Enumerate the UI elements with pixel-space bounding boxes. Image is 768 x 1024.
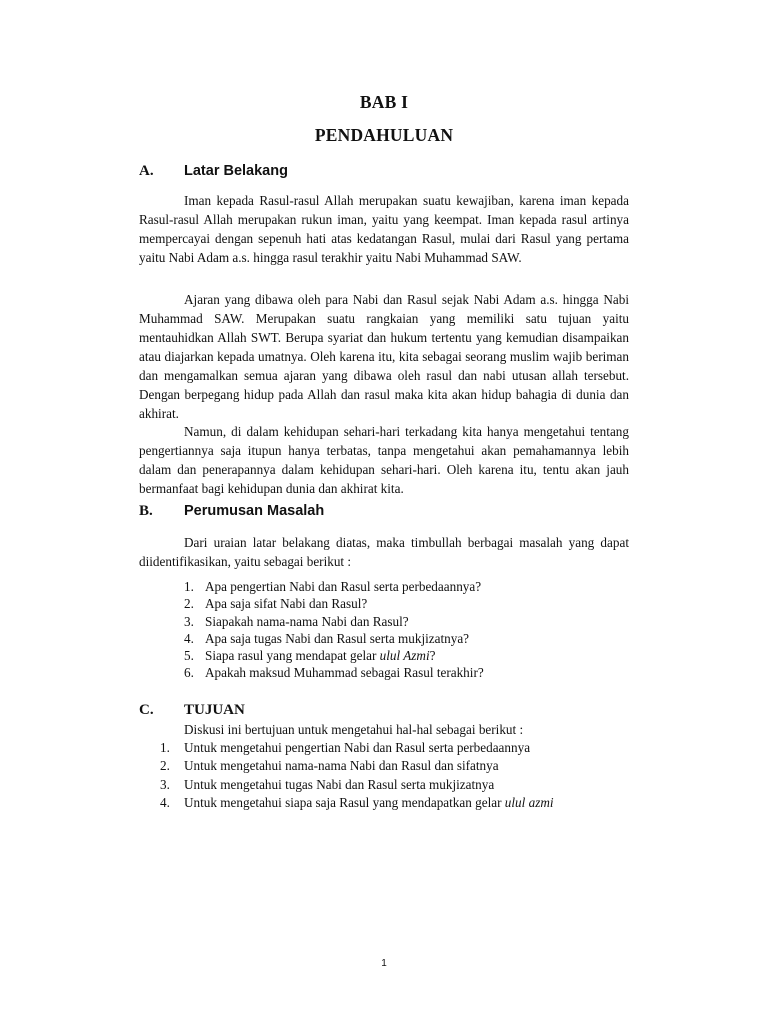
section-a-heading [139, 163, 288, 180]
question-item: 4. Apa saja tugas Nabi dan Rasul serta mukjizatnya? [184, 630, 470, 646]
background-paragraph-1: Iman kepada Rasul-rasul Allah merupakan suatu kewajiban, karena iman kepada Rasul-rasul Allah merupakan rukun iman, yaitu yang keempat. Iman kepada rasul artinya mempercayai dengan sepenuh hati atas kedatangan Rasul, mulai dari Rasul yang pertama yaitu Nabi Adam a.s. hingga rasul terakhir yaitu Nabi Muhammad SAW. [139, 193, 629, 265]
chapter-title: PENDAHULUAN [314, 125, 454, 145]
question-item: 5. Siapa rasul yang mendapat gelar ulul Azmi? [184, 648, 436, 664]
section-c-title: TUJUAN [184, 702, 245, 718]
problem-intro-paragraph: Dari uraian latar belakang diatas, maka timbullah berbagai masalah yang dapat diidentifikasikan, yaitu sebagai berikut : [139, 535, 629, 569]
question-item: 2. Apa saja sifat Nabi dan Rasul? [184, 596, 368, 612]
page-number: 1 [381, 958, 387, 969]
section-b-letter: B. [139, 503, 153, 519]
question-item: 1. Apa pengertian Nabi dan Rasul serta perbedaannya? [184, 579, 482, 594]
goal-item: 2. Untuk mengetahui nama-nama Nabi dan Rasul dan sifatnya [160, 758, 499, 774]
goal-item: 1. Untuk mengetahui pengertian Nabi dan Rasul serta perbedaannya [160, 740, 531, 755]
section-b-title: Perumusan Masalah [184, 503, 325, 519]
section-a-letter: A. [139, 163, 154, 179]
section-a-title: Latar Belakang [184, 163, 288, 179]
question-item: 3. Siapakah nama-nama Nabi dan Rasul? [184, 613, 409, 629]
goals-intro: Diskusi ini bertujuan untuk mengetahui hal-hal sebagai berikut : [184, 722, 524, 737]
section-c-letter: C. [139, 702, 154, 718]
section-c-heading [139, 702, 245, 719]
background-paragraph-3: Namun, di dalam kehidupan sehari-hari terkadang kita hanya mengetahui tentang pengertiannya saja itupun hanya terbatas, tanpa mengetahui akan pemahamannya lebih dalam dan penerapannya dalam kehidupan sehari-hari. Oleh karena itu, tentu akan jauh bermanfaat bagi kehidupan dunia dan akhirat kita. [139, 424, 629, 496]
goals-list [160, 739, 554, 812]
background-paragraph-2: Ajaran yang dibawa oleh para Nabi dan Rasul sejak Nabi Adam a.s. hingga Nabi Muhammad SAW. Merupakan suatu rangkaian yang memiliki satu tujuan yaitu mentauhidkan Allah SWT. Berupa syariat dan hukum tertentu yang kemudian disampaikan atau diajarkan kepada umatnya. Oleh karena itu, kita sebagai seorang muslim wajib beriman dan mengamalkan semua ajaran yang dibawa oleh rasul dan nabi utusan allah tersebut. Dengan berpegang hidup pada Allah dan rasul maka kita akan hidup bahagia di dunia dan akhirat. [139, 292, 629, 421]
goal-item: 4. Untuk mengetahui siapa saja Rasul yang mendapatkan gelar ulul azmi [160, 794, 554, 810]
problem-question-list [184, 578, 484, 682]
goal-item: 3. Untuk mengetahui tugas Nabi dan Rasul serta mukjizatnya [160, 776, 495, 792]
chapter-number: BAB I [359, 92, 409, 112]
question-item: 6. Apakah maksud Muhammad sebagai Rasul terakhir? [184, 665, 484, 681]
section-b-heading [139, 503, 324, 520]
